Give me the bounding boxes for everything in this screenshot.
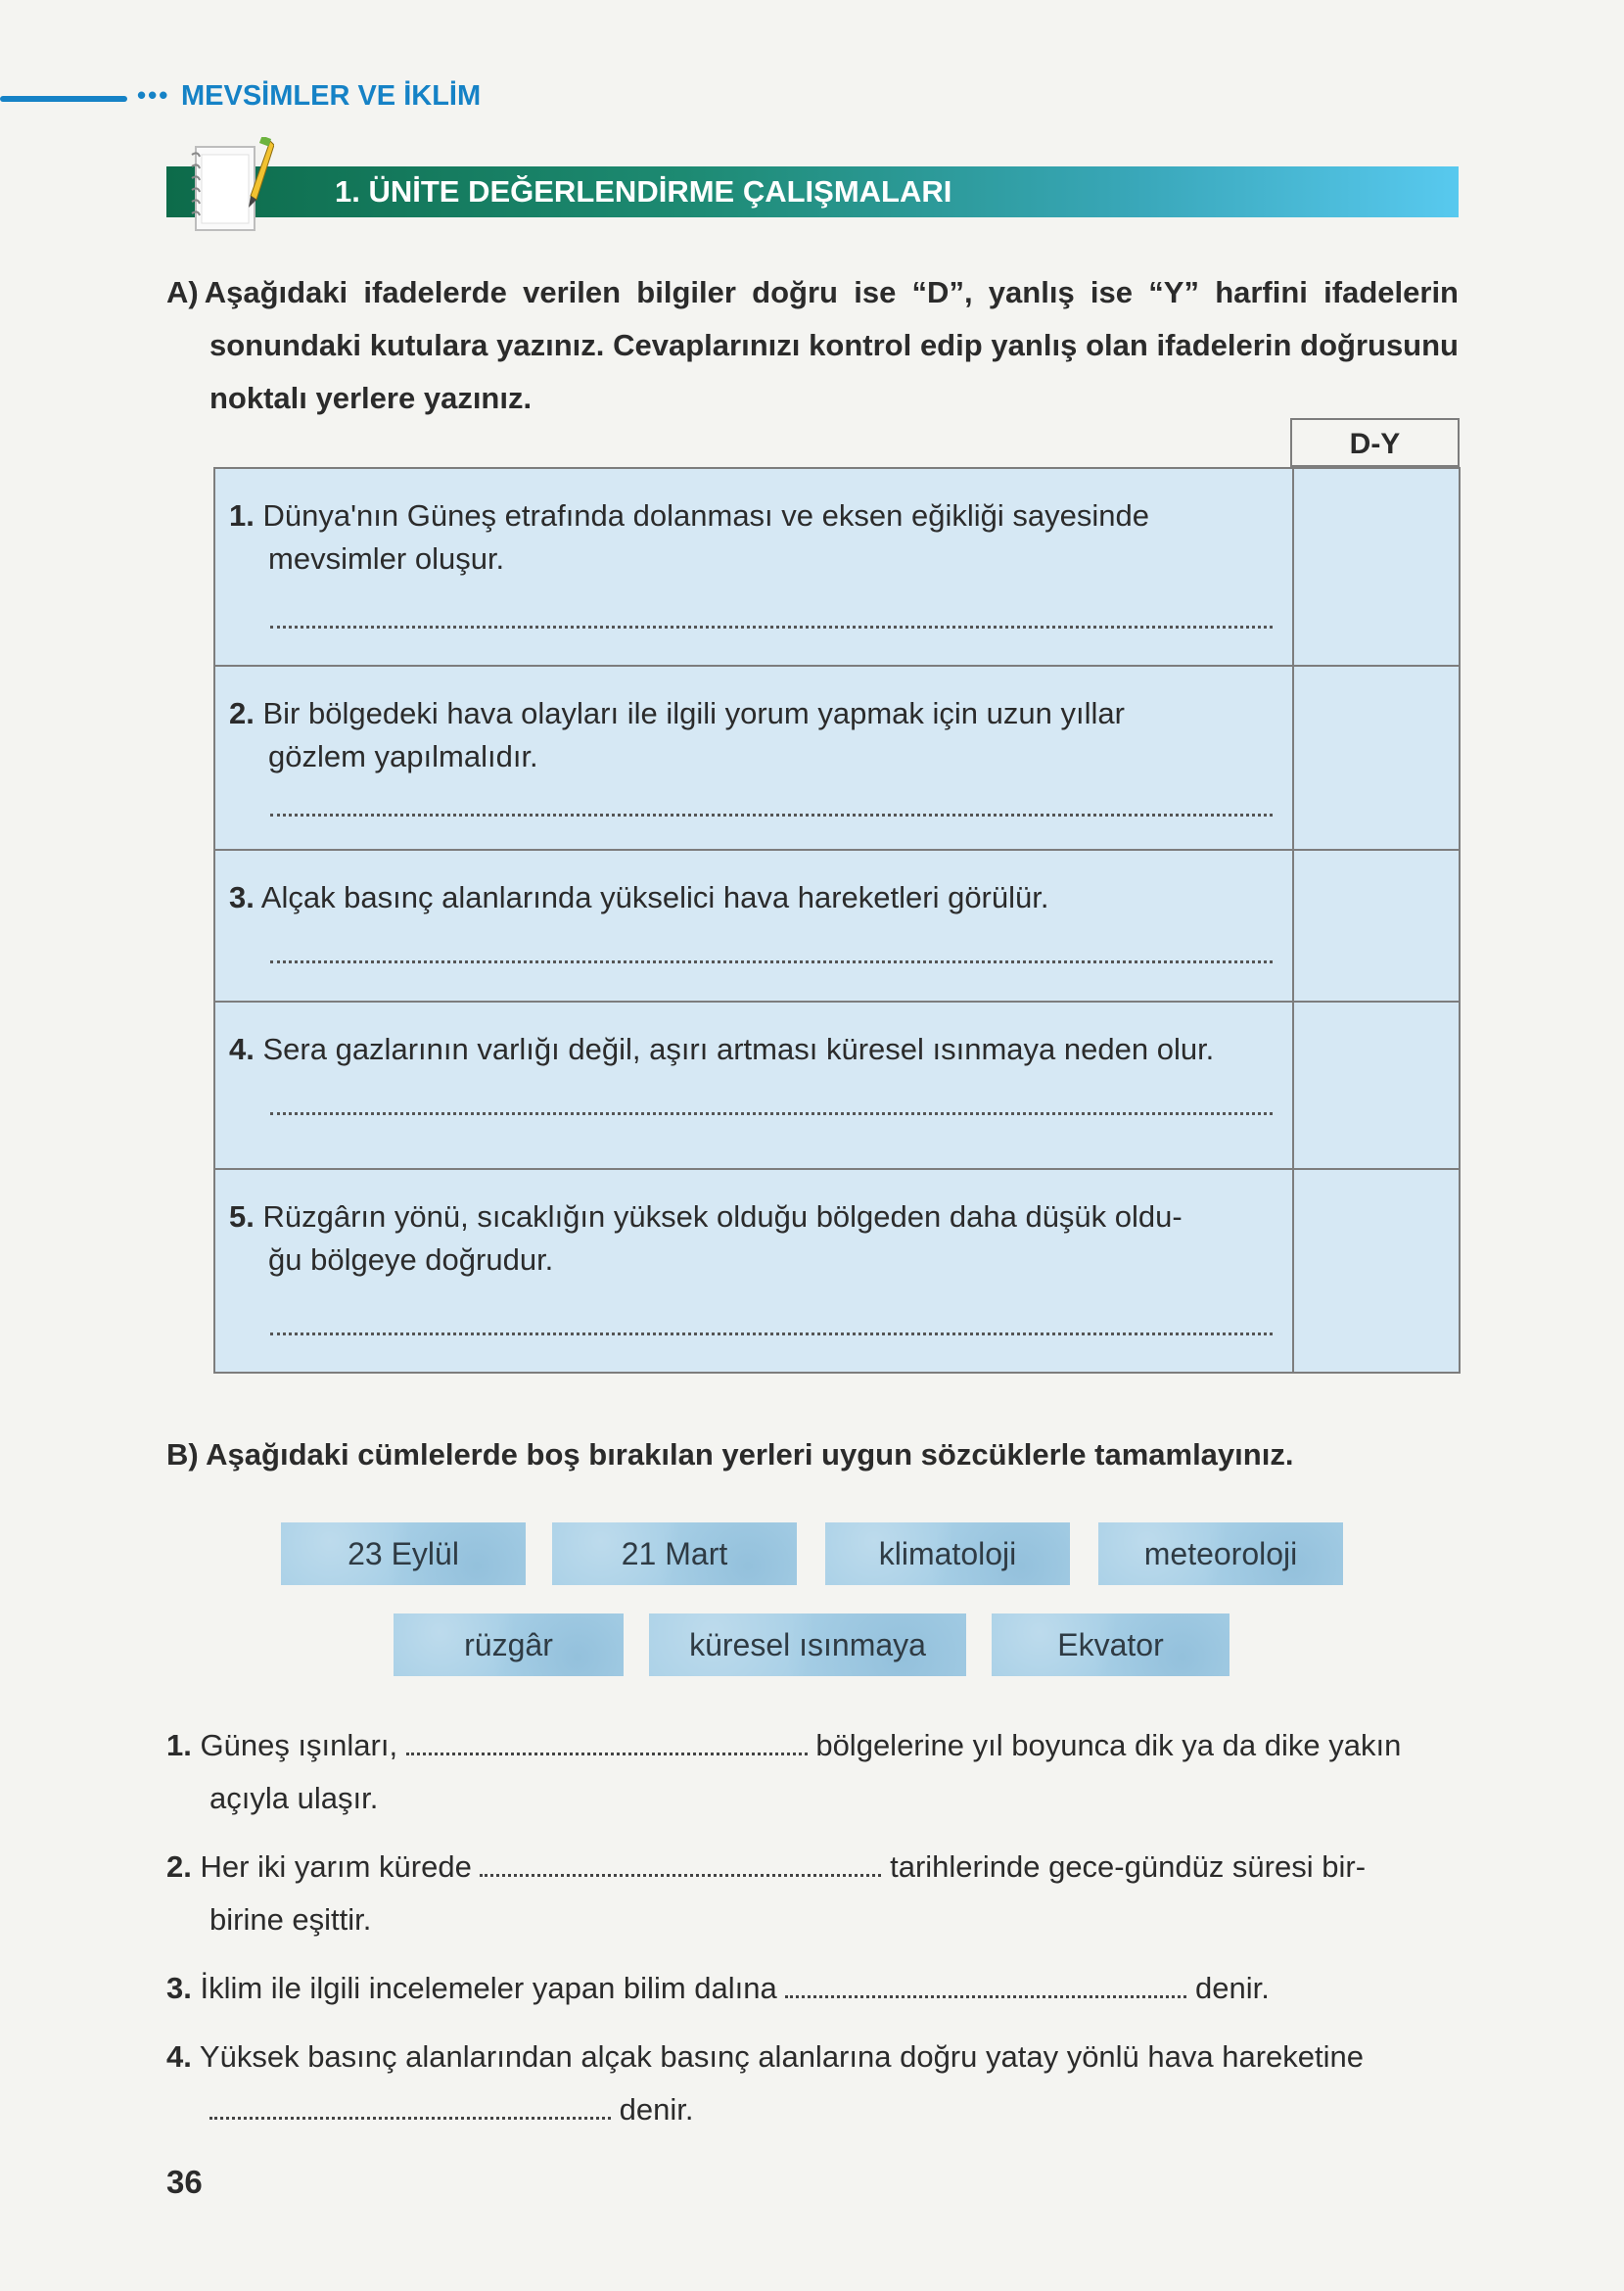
sentence-text-cont: birine eşittir. <box>209 1902 372 1937</box>
statement-number: 3. <box>229 880 255 914</box>
fill-blank[interactable] <box>406 1743 808 1755</box>
answer-box[interactable] <box>1294 667 1459 849</box>
table-row <box>215 469 1459 667</box>
fill-sentence-2 <box>166 1841 1459 1946</box>
word-chip: 23 Eylül <box>281 1522 526 1585</box>
statement-text-cont: ğu bölgeye doğrudur. <box>268 1242 554 1277</box>
table-row <box>215 667 1459 851</box>
header-accent-line <box>0 96 127 102</box>
answer-box[interactable] <box>1294 469 1459 665</box>
sentence-text-after: bölgelerine yıl boyunca dik ya da dike yakın <box>815 1728 1402 1762</box>
table-row <box>215 1170 1459 1372</box>
answer-box[interactable] <box>1294 851 1459 1001</box>
section-a-label: A) <box>166 275 199 309</box>
answer-box[interactable] <box>1294 1003 1459 1168</box>
statement-number: 1. <box>229 498 255 533</box>
fill-sentence-3 <box>166 1962 1459 2015</box>
section-a-text: Aşağıdaki ifadelerde verilen bilgiler doğru ise “D”, yanlış ise “Y” harfini ifadelerin sonundaki kutulara yazınız. Cevaplarınızı kontrol edip yanlış olan ifadelerin doğrusunu noktalı yerlere yazınız. <box>204 275 1459 415</box>
statement-cell <box>215 667 1294 849</box>
statement-cell <box>215 469 1294 665</box>
statement-number: 2. <box>229 696 255 730</box>
unit-banner-title: 1. ÜNİTE DEĞERLENDİRME ÇALIŞMALARI <box>335 174 952 209</box>
statement-text: Rüzgârın yönü, sıcaklığın yüksek olduğu bölgeden daha düşük oldu- <box>262 1199 1183 1234</box>
sentence-number: 4. <box>166 2039 192 2074</box>
statement-number: 5. <box>229 1199 255 1234</box>
word-chip: 21 Mart <box>552 1522 797 1585</box>
sentence-text-after: denir. <box>1194 1971 1270 2005</box>
fill-blank[interactable] <box>785 1986 1186 1998</box>
correction-blank[interactable] <box>270 960 1273 963</box>
statement-text: Dünya'nın Güneş etrafında dolanması ve eksen eğikliği sayesinde <box>262 498 1149 533</box>
fill-sentence-1 <box>166 1719 1459 1825</box>
notebook-icon <box>186 137 274 235</box>
dy-column-header: D-Y <box>1290 418 1460 467</box>
answer-box[interactable] <box>1294 1170 1459 1372</box>
statement-number: 4. <box>229 1032 255 1066</box>
sentence-number: 1. <box>166 1728 192 1762</box>
sentence-text-cont: açıyla ulaşır. <box>209 1781 379 1815</box>
true-false-table <box>213 467 1461 1374</box>
statement-cell <box>215 1003 1294 1168</box>
correction-blank[interactable] <box>270 1333 1273 1335</box>
unit-banner <box>166 166 1459 217</box>
correction-blank[interactable] <box>270 626 1273 629</box>
fill-blank[interactable] <box>209 2107 611 2120</box>
word-chip: klimatoloji <box>825 1522 1070 1585</box>
word-chip: rüzgâr <box>394 1613 624 1676</box>
header-dots: ••• <box>137 80 170 110</box>
fill-blank[interactable] <box>480 1864 881 1877</box>
statement-text-cont: gözlem yapılmalıdır. <box>268 739 538 773</box>
statement-text: Alçak basınç alanlarında yükselici hava hareketleri görülür. <box>260 880 1049 914</box>
sentence-number: 2. <box>166 1849 192 1884</box>
statement-cell <box>215 851 1294 1001</box>
page-number: 36 <box>166 2164 203 2200</box>
statement-cell <box>215 1170 1294 1372</box>
section-a-instruction <box>166 266 1459 425</box>
statement-text: Bir bölgedeki hava olayları ile ilgili yorum yapmak için uzun yıllar <box>262 696 1125 730</box>
sentence-text-after: tarihlerinde gece-gündüz süresi bir- <box>890 1849 1367 1884</box>
chapter-title: MEVSİMLER VE İKLİM <box>181 80 482 112</box>
sentence-text: Güneş ışınları, <box>200 1728 398 1762</box>
correction-blank[interactable] <box>270 1112 1273 1115</box>
statement-text: Sera gazlarının varlığı değil, aşırı artması küresel ısınmaya neden olur. <box>262 1032 1215 1066</box>
word-chip: küresel ısınmaya <box>649 1613 966 1676</box>
sentence-text: İklim ile ilgili incelemeler yapan bilim dalına <box>200 1971 777 2005</box>
sentence-text: Yüksek basınç alanlarından alçak basınç alanlarına doğru yatay yönlü hava hareketine <box>199 2039 1365 2074</box>
section-b-instruction: B) Aşağıdaki cümlelerde boş bırakılan yerleri uygun sözcüklerle tamamlayınız. <box>166 1437 1294 1472</box>
word-chip: meteoroloji <box>1098 1522 1343 1585</box>
word-chip: Ekvator <box>992 1613 1230 1676</box>
fill-sentence-4 <box>166 2031 1459 2136</box>
sentence-text: Her iki yarım kürede <box>200 1849 472 1884</box>
table-row <box>215 1003 1459 1170</box>
table-row <box>215 851 1459 1003</box>
sentence-number: 3. <box>166 1971 192 2005</box>
correction-blank[interactable] <box>270 814 1273 817</box>
statement-text-cont: mevsimler oluşur. <box>268 541 505 576</box>
sentence-text-cont: denir. <box>619 2092 694 2127</box>
